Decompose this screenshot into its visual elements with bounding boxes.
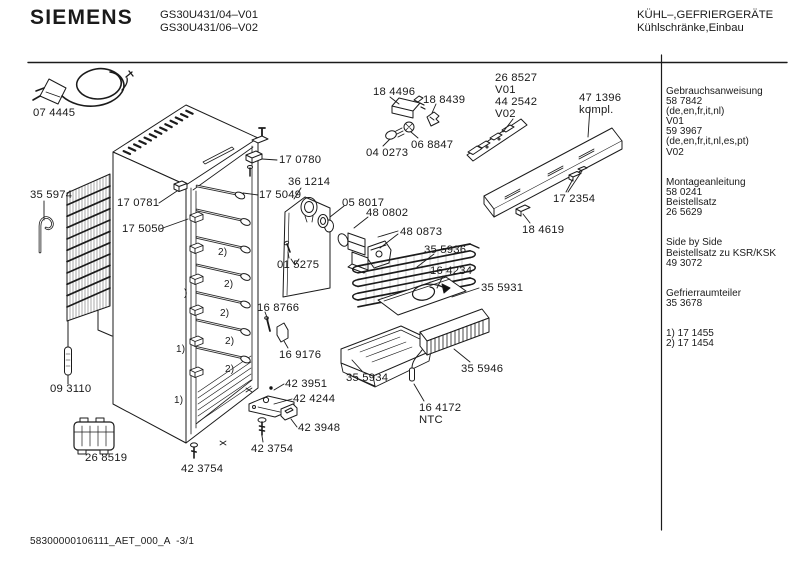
compressor-drawing bbox=[74, 418, 114, 454]
part-label-175049: 17 5049 bbox=[259, 189, 302, 201]
part-label-2): 2) bbox=[224, 279, 234, 290]
cabinet-drawing bbox=[113, 105, 268, 458]
part-label-184496: 18 4496 bbox=[373, 86, 416, 98]
part-label-355934: 35 5934 bbox=[346, 372, 389, 384]
part-label-NTC: NTC bbox=[419, 414, 443, 426]
part-label-172354: 17 2354 bbox=[553, 193, 596, 205]
part-label-068847: 06 8847 bbox=[411, 139, 454, 151]
part-label-184619: 18 4619 bbox=[522, 224, 565, 236]
part-label-423754: 42 3754 bbox=[251, 443, 294, 455]
tube-35-5974-drawing bbox=[40, 218, 52, 252]
info-line: Montageanleitung bbox=[666, 176, 746, 188]
info-panel bbox=[666, 87, 796, 349]
part-label-355936: 35 5936 bbox=[424, 244, 467, 256]
part-label-170780: 17 0780 bbox=[279, 154, 322, 166]
info-line bbox=[666, 309, 796, 319]
info-line: 2) 17 1454 bbox=[666, 338, 714, 350]
model-number-line2: GS30U431/06–V02 bbox=[160, 22, 258, 34]
part-label-480873: 48 0873 bbox=[400, 226, 443, 238]
info-line: V01 bbox=[666, 116, 684, 128]
lamp-parts-drawing bbox=[384, 96, 439, 141]
part-label-423948: 42 3948 bbox=[298, 422, 341, 434]
part-label-040273: 04 0273 bbox=[366, 147, 409, 159]
info-line: 35 3678 bbox=[666, 297, 703, 309]
part-label-480802: 48 0802 bbox=[366, 207, 409, 219]
info-line bbox=[666, 218, 796, 228]
part-label-168766: 16 8766 bbox=[257, 302, 300, 314]
part-label-164172: 16 4172 bbox=[419, 402, 462, 414]
part-label-442542: 44 2542 bbox=[495, 96, 538, 108]
info-line: 1) 17 1455 bbox=[666, 328, 714, 340]
kick-panel-drawing bbox=[484, 128, 622, 217]
part-label-074445: 07 4445 bbox=[33, 107, 76, 119]
brand-logo: SIEMENS bbox=[30, 6, 133, 29]
info-line: 49 3072 bbox=[666, 257, 703, 269]
pcb-strip-drawing bbox=[467, 119, 527, 161]
part-label-424244: 42 4244 bbox=[293, 393, 336, 405]
info-line: 26 5629 bbox=[666, 207, 703, 219]
part-label-V01: V01 bbox=[495, 84, 516, 96]
part-label-1): 1) bbox=[176, 344, 186, 355]
dryer-drawing bbox=[65, 347, 72, 375]
info-line: (de,en,fr,it,nl,es,pt) bbox=[666, 136, 749, 148]
part-label-093110: 09 3110 bbox=[50, 383, 92, 395]
bottom-screw-drawing bbox=[191, 443, 198, 458]
grille-drawing bbox=[420, 309, 489, 355]
shelf-rails-drawing bbox=[197, 186, 251, 364]
model-number-line1: GS30U431/04–V01 bbox=[160, 9, 258, 21]
part-label-268527: 26 8527 bbox=[495, 72, 538, 84]
bottom-hinge-drawing bbox=[249, 386, 297, 435]
part-label-268519: 26 8519 bbox=[85, 452, 128, 464]
part-label-170781: 17 0781 bbox=[117, 197, 160, 209]
part-label-kompl.: kompl. bbox=[579, 104, 614, 116]
part-label-015275: 01 5275 bbox=[277, 259, 320, 271]
part-label-169176: 16 9176 bbox=[279, 349, 322, 361]
info-line bbox=[666, 158, 796, 168]
info-line: Beistellsatz bbox=[666, 197, 717, 209]
part-label-175050: 17 5050 bbox=[122, 223, 165, 235]
relay-parts-drawing bbox=[336, 232, 391, 273]
part-label-355974: 35 5974 bbox=[30, 189, 73, 201]
part-label-423754: 42 3754 bbox=[181, 463, 224, 475]
part-label-164234: 16 4234 bbox=[430, 265, 473, 277]
part-label-2): 2) bbox=[225, 336, 235, 347]
info-line: V02 bbox=[666, 146, 684, 158]
part-label-2): 2) bbox=[218, 247, 228, 258]
info-line: 58 0241 bbox=[666, 186, 703, 198]
info-line: 59 3967 bbox=[666, 126, 703, 138]
power-cord-drawing bbox=[33, 69, 133, 107]
info-line: Gefrierraumteiler bbox=[666, 287, 742, 299]
info-line: Side by Side bbox=[666, 237, 723, 249]
part-label-1): 1) bbox=[174, 395, 184, 406]
part-label-361214: 36 1214 bbox=[288, 176, 331, 188]
document-reference: 58300000106111_AET_000_A -3/1 bbox=[30, 536, 195, 547]
part-label-2): 2) bbox=[220, 308, 230, 319]
info-line: (de,en,fr,it,nl) bbox=[666, 106, 725, 118]
part-label-): ) bbox=[184, 288, 188, 299]
info-line: 58 7842 bbox=[666, 96, 703, 108]
part-label-058017: 05 8017 bbox=[342, 197, 385, 209]
part-label-2): 2) bbox=[225, 364, 235, 375]
condenser-drawing bbox=[65, 174, 113, 384]
category-line2: Kühlschränke,Einbau bbox=[637, 22, 744, 34]
compressor-plate-drawing bbox=[283, 197, 334, 297]
part-label-423951: 42 3951 bbox=[285, 378, 328, 390]
part-label-355946: 35 5946 bbox=[461, 363, 504, 375]
part-label-188439: 18 8439 bbox=[423, 94, 466, 106]
info-line bbox=[666, 269, 796, 279]
part-label-471396: 47 1396 bbox=[579, 92, 622, 104]
info-line: Gebrauchsanweisung bbox=[666, 86, 763, 97]
category-line1: KÜHL–,GEFRIERGERÄTE bbox=[637, 9, 774, 21]
part-label-355931: 35 5931 bbox=[481, 282, 524, 294]
small-fasteners-drawing bbox=[265, 317, 288, 342]
info-line: Beistellsatz zu KSR/KSK bbox=[666, 247, 777, 259]
part-label-V02: V02 bbox=[495, 108, 516, 120]
